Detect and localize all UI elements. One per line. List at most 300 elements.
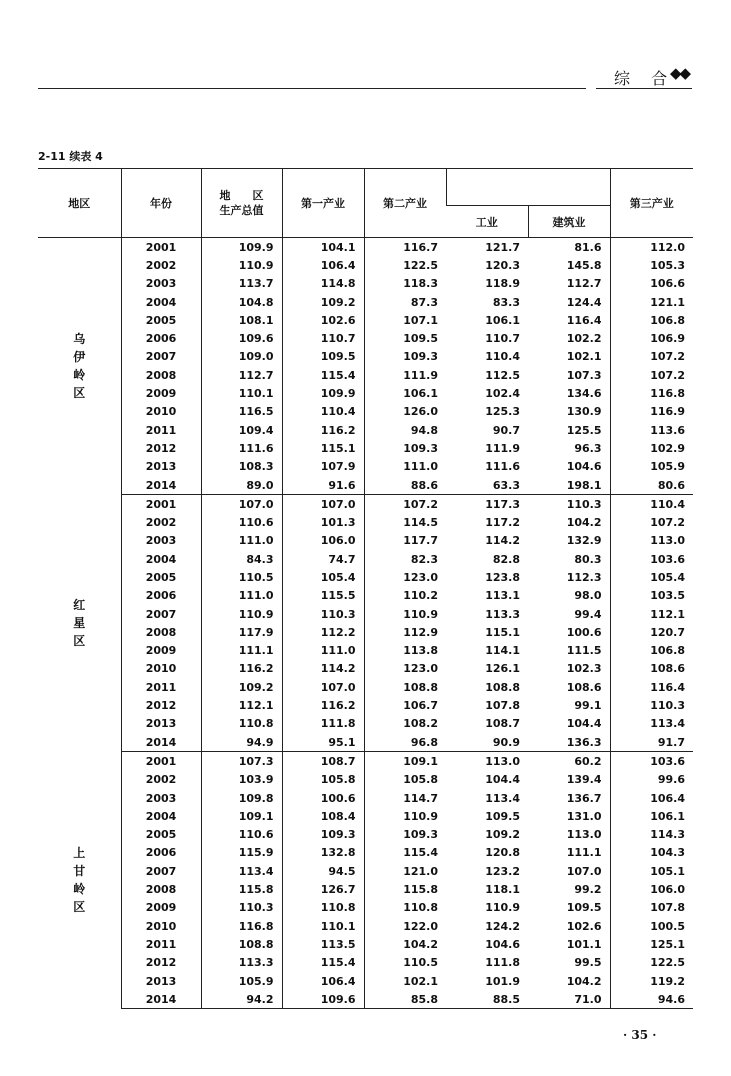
value-cell: 110.1 xyxy=(201,384,282,402)
value-cell: 115.8 xyxy=(403,883,438,897)
value-cell: 94.5 xyxy=(282,862,364,880)
year-cell: 2007 xyxy=(121,605,201,623)
value-cell: 132.9 xyxy=(528,532,610,550)
value-cell: 107.2 xyxy=(403,497,438,511)
region-char: 区 xyxy=(73,386,86,401)
value-cell: 113.0 xyxy=(528,826,610,844)
value-cell: 115.4 xyxy=(403,846,438,860)
value-cell: 115.4 xyxy=(282,366,364,384)
value-cell: 108.6 xyxy=(650,662,685,676)
table-row xyxy=(38,954,693,972)
value-cell: 111.6 xyxy=(201,439,282,457)
value-cell: 106.8 xyxy=(650,644,685,658)
table-row xyxy=(38,476,693,495)
table-row xyxy=(38,880,693,898)
value-cell: 118.9 xyxy=(485,277,520,291)
region-char: 区 xyxy=(73,900,86,915)
value-cell: 111.9 xyxy=(403,368,438,382)
year-cell: 2007 xyxy=(121,348,201,366)
value-cell: 125.3 xyxy=(485,405,520,419)
value-cell: 107.0 xyxy=(282,495,364,514)
value-cell: 83.3 xyxy=(492,295,520,309)
value-cell: 126.0 xyxy=(403,405,438,419)
value-cell: 116.7 xyxy=(403,240,438,254)
table-row xyxy=(38,587,693,605)
value-cell: 115.5 xyxy=(282,587,364,605)
value-cell: 122.0 xyxy=(403,919,438,933)
table-row xyxy=(38,752,693,771)
value-cell: 111.0 xyxy=(403,460,438,474)
value-cell: 106.0 xyxy=(282,532,364,550)
value-cell: 110.8 xyxy=(403,901,438,915)
value-cell: 85.8 xyxy=(364,990,446,1009)
value-cell: 104.8 xyxy=(201,293,282,311)
value-cell: 104.4 xyxy=(485,773,520,787)
value-cell: 106.4 xyxy=(282,256,364,274)
value-cell: 109.6 xyxy=(282,990,364,1009)
value-cell: 110.3 xyxy=(650,699,685,713)
region-char: 甘 xyxy=(73,864,86,879)
value-cell: 110.9 xyxy=(403,607,438,621)
value-cell: 95.1 xyxy=(282,733,364,752)
value-cell: 106.4 xyxy=(650,791,685,805)
value-cell: 105.9 xyxy=(201,972,282,990)
value-cell: 198.1 xyxy=(528,476,610,495)
value-cell: 105.4 xyxy=(650,570,685,584)
value-cell: 106.6 xyxy=(650,277,685,291)
year-cell: 2001 xyxy=(121,495,201,514)
value-cell: 106.1 xyxy=(650,809,685,823)
value-cell: 116.8 xyxy=(201,917,282,935)
year-cell: 2002 xyxy=(121,771,201,789)
year-cell: 2014 xyxy=(121,990,201,1009)
value-cell: 89.0 xyxy=(201,476,282,495)
value-cell: 103.6 xyxy=(650,552,685,566)
value-cell: 108.8 xyxy=(485,680,520,694)
value-cell: 118.3 xyxy=(403,277,438,291)
value-cell: 109.0 xyxy=(201,348,282,366)
value-cell: 111.5 xyxy=(528,642,610,660)
diamond-ornament-icon: ◆◆ xyxy=(670,64,690,82)
value-cell: 110.8 xyxy=(201,715,282,733)
value-cell: 109.9 xyxy=(201,238,282,257)
value-cell: 102.6 xyxy=(528,917,610,935)
value-cell: 115.1 xyxy=(485,625,520,639)
year-cell: 2003 xyxy=(121,789,201,807)
value-cell: 113.3 xyxy=(201,954,282,972)
region-char: 区 xyxy=(73,634,86,649)
table-row xyxy=(38,715,693,733)
value-cell: 111.6 xyxy=(485,460,520,474)
value-cell: 99.2 xyxy=(528,880,610,898)
year-cell: 2004 xyxy=(121,807,201,825)
value-cell: 121.1 xyxy=(650,295,685,309)
table-row xyxy=(38,990,693,1009)
value-cell: 110.9 xyxy=(201,256,282,274)
year-cell: 2009 xyxy=(121,899,201,917)
value-cell: 105.9 xyxy=(650,460,685,474)
table-row xyxy=(38,568,693,586)
page-number: · 35 · xyxy=(623,1028,657,1042)
value-cell: 104.3 xyxy=(650,846,685,860)
value-cell: 125.5 xyxy=(528,421,610,439)
value-cell: 105.3 xyxy=(650,258,685,272)
value-cell: 108.2 xyxy=(403,717,438,731)
value-cell: 82.3 xyxy=(410,552,438,566)
value-cell: 109.3 xyxy=(282,826,364,844)
value-cell: 110.6 xyxy=(201,826,282,844)
value-cell: 104.2 xyxy=(528,513,610,531)
year-cell: 2003 xyxy=(121,275,201,293)
value-cell: 113.4 xyxy=(485,791,520,805)
region-char: 红 xyxy=(73,598,86,613)
value-cell: 109.9 xyxy=(282,384,364,402)
table-row xyxy=(38,733,693,752)
year-cell: 2001 xyxy=(121,752,201,771)
value-cell: 84.3 xyxy=(201,550,282,568)
value-cell: 109.5 xyxy=(528,899,610,917)
value-cell: 125.1 xyxy=(650,937,685,951)
region-cell xyxy=(38,752,121,1009)
value-cell: 108.4 xyxy=(282,807,364,825)
value-cell: 111.0 xyxy=(201,587,282,605)
value-cell: 112.5 xyxy=(485,368,520,382)
value-cell: 107.1 xyxy=(403,313,438,327)
value-cell: 136.3 xyxy=(528,733,610,752)
value-cell: 94.9 xyxy=(201,733,282,752)
value-cell: 118.1 xyxy=(485,883,520,897)
value-cell: 116.5 xyxy=(201,403,282,421)
value-cell: 110.1 xyxy=(282,917,364,935)
value-cell: 109.3 xyxy=(403,441,438,455)
year-cell: 2012 xyxy=(121,439,201,457)
value-cell: 109.4 xyxy=(201,421,282,439)
value-cell: 101.1 xyxy=(528,935,610,953)
value-cell: 110.7 xyxy=(485,332,520,346)
value-cell: 117.7 xyxy=(403,534,438,548)
value-cell: 111.1 xyxy=(201,642,282,660)
value-cell: 116.9 xyxy=(650,405,685,419)
table-label: 2-11 续表 4 xyxy=(38,150,103,163)
value-cell: 110.9 xyxy=(403,809,438,823)
value-cell: 124.2 xyxy=(485,919,520,933)
year-cell: 2005 xyxy=(121,311,201,329)
value-cell: 81.6 xyxy=(528,238,610,257)
year-cell: 2007 xyxy=(121,862,201,880)
value-cell: 110.8 xyxy=(282,899,364,917)
value-cell: 112.1 xyxy=(650,607,685,621)
value-cell: 113.3 xyxy=(485,607,520,621)
header-rule xyxy=(38,88,586,89)
year-cell: 2009 xyxy=(121,642,201,660)
value-cell: 122.5 xyxy=(650,956,685,970)
value-cell: 102.9 xyxy=(650,441,685,455)
value-cell: 107.0 xyxy=(528,862,610,880)
value-cell: 106.1 xyxy=(485,313,520,327)
year-cell: 2005 xyxy=(121,568,201,586)
value-cell: 136.7 xyxy=(528,789,610,807)
table-row xyxy=(38,826,693,844)
value-cell: 108.7 xyxy=(282,752,364,771)
value-cell: 99.6 xyxy=(657,773,685,787)
value-cell: 113.6 xyxy=(650,423,685,437)
value-cell: 94.6 xyxy=(610,990,693,1009)
value-cell: 131.0 xyxy=(528,807,610,825)
table-row xyxy=(38,275,693,293)
col-header-region: 地区 xyxy=(38,169,121,238)
region-char: 星 xyxy=(73,616,86,631)
year-cell: 2013 xyxy=(121,715,201,733)
table-row xyxy=(38,605,693,623)
value-cell: 106.8 xyxy=(650,313,685,327)
table-row xyxy=(38,935,693,953)
value-cell: 113.0 xyxy=(485,754,520,768)
region-char: 伊 xyxy=(73,350,86,365)
value-cell: 91.6 xyxy=(282,476,364,495)
value-cell: 110.4 xyxy=(282,403,364,421)
value-cell: 110.6 xyxy=(201,513,282,531)
value-cell: 108.7 xyxy=(485,717,520,731)
value-cell: 111.1 xyxy=(528,844,610,862)
value-cell: 116.2 xyxy=(282,421,364,439)
value-cell: 110.9 xyxy=(201,605,282,623)
value-cell: 121.7 xyxy=(485,240,520,254)
value-cell: 123.0 xyxy=(403,662,438,676)
value-cell: 107.2 xyxy=(650,516,685,530)
value-cell: 112.7 xyxy=(528,275,610,293)
value-cell: 110.3 xyxy=(201,899,282,917)
value-cell: 112.1 xyxy=(201,696,282,714)
table-row xyxy=(38,696,693,714)
value-cell: 99.1 xyxy=(528,696,610,714)
value-cell: 80.6 xyxy=(610,476,693,495)
table-body xyxy=(38,238,693,1009)
value-cell: 115.4 xyxy=(282,954,364,972)
value-cell: 104.2 xyxy=(403,937,438,951)
value-cell: 114.7 xyxy=(403,791,438,805)
value-cell: 114.8 xyxy=(282,275,364,293)
value-cell: 124.4 xyxy=(528,293,610,311)
table-row xyxy=(38,256,693,274)
value-cell: 102.1 xyxy=(403,974,438,988)
region-cell xyxy=(38,238,121,495)
value-cell: 90.9 xyxy=(446,733,528,752)
value-cell: 100.6 xyxy=(528,623,610,641)
value-cell: 110.7 xyxy=(282,329,364,347)
value-cell: 123.0 xyxy=(403,570,438,584)
table-row xyxy=(38,238,693,257)
year-cell: 2013 xyxy=(121,458,201,476)
value-cell: 106.4 xyxy=(282,972,364,990)
value-cell: 117.3 xyxy=(485,497,520,511)
section-title: 综 合 xyxy=(614,69,676,88)
year-cell: 2006 xyxy=(121,587,201,605)
value-cell: 114.2 xyxy=(485,534,520,548)
value-cell: 103.6 xyxy=(650,754,685,768)
value-cell: 105.1 xyxy=(650,864,685,878)
year-cell: 2013 xyxy=(121,972,201,990)
value-cell: 117.9 xyxy=(201,623,282,641)
region-char: 乌 xyxy=(73,332,86,347)
col-header-construction: 建筑业 xyxy=(528,206,610,238)
value-cell: 107.0 xyxy=(282,678,364,696)
col-header-secondary-spacer xyxy=(446,169,610,206)
value-cell: 108.3 xyxy=(201,458,282,476)
table-row xyxy=(38,642,693,660)
value-cell: 132.8 xyxy=(282,844,364,862)
value-cell: 116.8 xyxy=(650,387,685,401)
table-row xyxy=(38,771,693,789)
value-cell: 74.7 xyxy=(282,550,364,568)
value-cell: 104.1 xyxy=(282,238,364,257)
value-cell: 102.1 xyxy=(528,348,610,366)
value-cell: 115.1 xyxy=(282,439,364,457)
year-cell: 2009 xyxy=(121,384,201,402)
region-char: 岭 xyxy=(73,368,86,383)
col-header-primary: 第一产业 xyxy=(282,169,364,238)
value-cell: 99.4 xyxy=(528,605,610,623)
year-cell: 2003 xyxy=(121,532,201,550)
year-cell: 2012 xyxy=(121,696,201,714)
year-cell: 2008 xyxy=(121,366,201,384)
value-cell: 110.3 xyxy=(282,605,364,623)
value-cell: 113.0 xyxy=(650,534,685,548)
value-cell: 71.0 xyxy=(528,990,610,1009)
value-cell: 88.6 xyxy=(364,476,446,495)
value-cell: 88.5 xyxy=(446,990,528,1009)
year-cell: 2008 xyxy=(121,623,201,641)
value-cell: 100.5 xyxy=(650,919,685,933)
value-cell: 60.2 xyxy=(528,752,610,771)
table-row xyxy=(38,807,693,825)
value-cell: 106.9 xyxy=(650,332,685,346)
table-row xyxy=(38,366,693,384)
table-row xyxy=(38,862,693,880)
value-cell: 94.8 xyxy=(410,423,438,437)
value-cell: 113.5 xyxy=(282,935,364,953)
value-cell: 109.8 xyxy=(201,789,282,807)
year-cell: 2006 xyxy=(121,329,201,347)
value-cell: 110.5 xyxy=(403,956,438,970)
value-cell: 102.4 xyxy=(485,387,520,401)
value-cell: 110.4 xyxy=(485,350,520,364)
value-cell: 109.5 xyxy=(485,809,520,823)
table-row xyxy=(38,972,693,990)
table-row xyxy=(38,495,693,514)
value-cell: 113.4 xyxy=(650,717,685,731)
col-header-secondary: 第二产业 xyxy=(364,169,446,238)
year-cell: 2002 xyxy=(121,256,201,274)
value-cell: 110.2 xyxy=(403,589,438,603)
value-cell: 116.4 xyxy=(528,311,610,329)
value-cell: 102.3 xyxy=(528,660,610,678)
year-cell: 2002 xyxy=(121,513,201,531)
table-row xyxy=(38,844,693,862)
value-cell: 109.2 xyxy=(485,828,520,842)
value-cell: 101.9 xyxy=(485,974,520,988)
value-cell: 107.9 xyxy=(282,458,364,476)
value-cell: 111.0 xyxy=(201,532,282,550)
value-cell: 107.8 xyxy=(485,699,520,713)
value-cell: 99.5 xyxy=(528,954,610,972)
year-cell: 2011 xyxy=(121,678,201,696)
value-cell: 123.8 xyxy=(485,570,520,584)
year-cell: 2014 xyxy=(121,476,201,495)
value-cell: 108.8 xyxy=(201,935,282,953)
table-row xyxy=(38,532,693,550)
value-cell: 110.5 xyxy=(201,568,282,586)
value-cell: 98.0 xyxy=(528,587,610,605)
table-row xyxy=(38,329,693,347)
value-cell: 109.2 xyxy=(201,678,282,696)
value-cell: 106.7 xyxy=(403,699,438,713)
value-cell: 130.9 xyxy=(528,403,610,421)
value-cell: 113.4 xyxy=(201,862,282,880)
table-row xyxy=(38,899,693,917)
value-cell: 107.8 xyxy=(650,901,685,915)
year-cell: 2010 xyxy=(121,403,201,421)
value-cell: 122.5 xyxy=(403,258,438,272)
value-cell: 113.1 xyxy=(485,589,520,603)
value-cell: 109.3 xyxy=(403,828,438,842)
value-cell: 145.8 xyxy=(528,256,610,274)
table-row xyxy=(38,550,693,568)
value-cell: 104.6 xyxy=(485,937,520,951)
value-cell: 102.2 xyxy=(528,329,610,347)
value-cell: 115.9 xyxy=(201,844,282,862)
value-cell: 108.8 xyxy=(403,680,438,694)
value-cell: 109.6 xyxy=(201,329,282,347)
value-cell: 113.7 xyxy=(201,275,282,293)
value-cell: 107.3 xyxy=(528,366,610,384)
col-header-year: 年份 xyxy=(121,169,201,238)
value-cell: 63.3 xyxy=(446,476,528,495)
year-cell: 2004 xyxy=(121,293,201,311)
value-cell: 114.2 xyxy=(282,660,364,678)
value-cell: 111.0 xyxy=(282,642,364,660)
value-cell: 108.1 xyxy=(201,311,282,329)
value-cell: 110.4 xyxy=(650,497,685,511)
year-cell: 2010 xyxy=(121,917,201,935)
value-cell: 103.5 xyxy=(650,589,685,603)
value-cell: 94.2 xyxy=(201,990,282,1009)
value-cell: 120.3 xyxy=(485,258,520,272)
table-row xyxy=(38,384,693,402)
value-cell: 112.3 xyxy=(528,568,610,586)
value-cell: 116.4 xyxy=(650,680,685,694)
value-cell: 111.9 xyxy=(485,441,520,455)
value-cell: 104.4 xyxy=(528,715,610,733)
table-row xyxy=(38,513,693,531)
value-cell: 109.5 xyxy=(282,348,364,366)
value-cell: 100.6 xyxy=(282,789,364,807)
table-row xyxy=(38,458,693,476)
region-char: 岭 xyxy=(73,882,86,897)
value-cell: 105.8 xyxy=(403,773,438,787)
year-cell: 2001 xyxy=(121,238,201,257)
table-row xyxy=(38,917,693,935)
value-cell: 111.8 xyxy=(282,715,364,733)
year-cell: 2012 xyxy=(121,954,201,972)
table-row xyxy=(38,293,693,311)
year-cell: 2011 xyxy=(121,935,201,953)
value-cell: 103.9 xyxy=(201,771,282,789)
region-char: 上 xyxy=(73,846,86,861)
value-cell: 82.8 xyxy=(492,552,520,566)
col-header-gdp xyxy=(201,169,282,238)
value-cell: 80.3 xyxy=(528,550,610,568)
year-cell: 2004 xyxy=(121,550,201,568)
